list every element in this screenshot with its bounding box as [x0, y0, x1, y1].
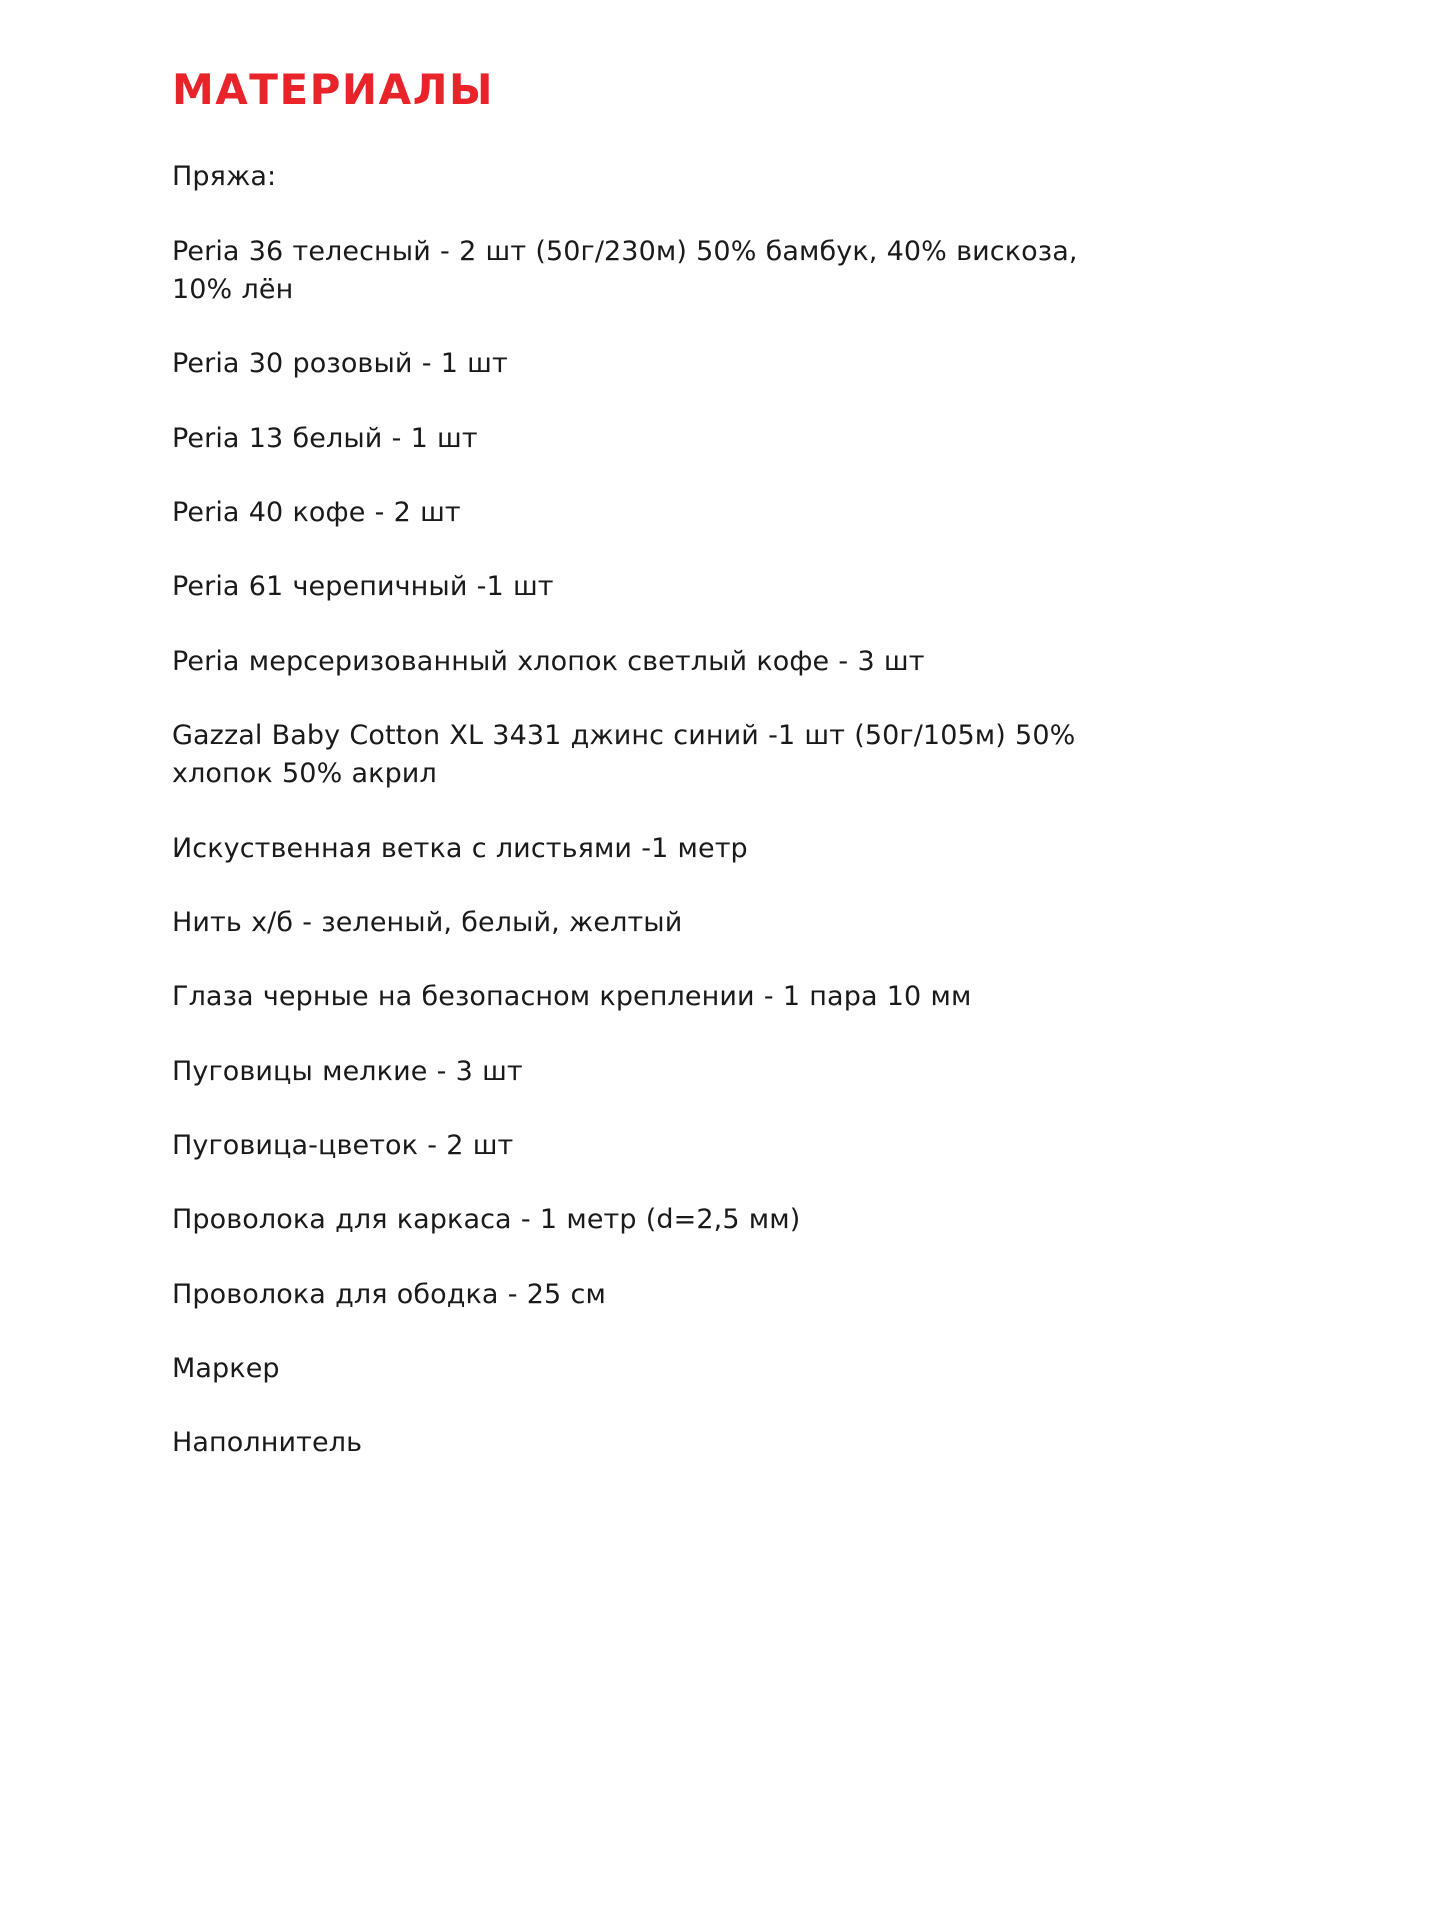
list-item: Пряжа:	[172, 161, 277, 193]
list-item: Проволока для каркаса - 1 метр (d=2,5 мм)	[172, 1204, 801, 1236]
list-item: Пуговица-цветок - 2 шт	[172, 1129, 514, 1161]
materials-list	[172, 158, 1112, 1462]
list-item: Глаза черные на безопасном креплении - 1 пара 10 мм	[172, 981, 972, 1013]
list-item: Peria 61 черепичный -1 шт	[172, 571, 554, 603]
list-item: Peria 36 телесный - 2 шт (50г/230м) 50% бамбук, 40% вискоза, 10% лён	[172, 235, 1078, 305]
list-item: Наполнитель	[172, 1427, 363, 1459]
list-item: Искуственная ветка с листьями -1 метр	[172, 832, 748, 864]
list-item: Peria 13 белый - 1 шт	[172, 422, 478, 454]
list-item: Peria 30 розовый - 1 шт	[172, 348, 508, 380]
list-item: Маркер	[172, 1352, 280, 1384]
list-item: Проволока для ободка - 25 см	[172, 1278, 606, 1310]
list-item: Пуговицы мелкие - 3 шт	[172, 1055, 523, 1087]
list-item: Нить х/б - зеленый, белый, желтый	[172, 906, 683, 938]
list-item: Peria 40 кофе - 2 шт	[172, 496, 461, 528]
document-content	[172, 66, 1112, 1463]
page-title: МАТЕРИАЛЫ	[172, 65, 494, 114]
list-item: Peria мерсеризованный хлопок светлый кофе - 3 шт	[172, 645, 925, 677]
list-item: Gazzal Baby Cotton XL 3431 джинс синий -1 шт (50г/105м) 50% хлопок 50% акрил	[172, 719, 1076, 790]
